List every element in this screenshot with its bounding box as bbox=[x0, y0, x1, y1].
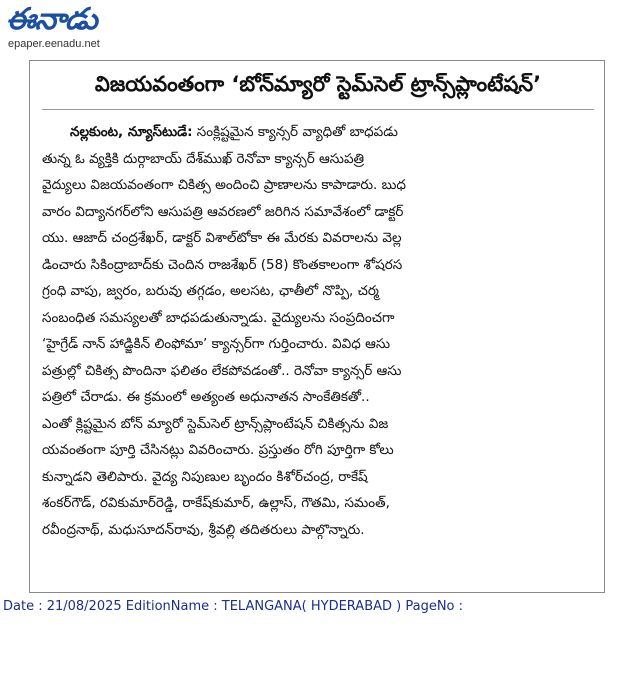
headline-divider bbox=[42, 109, 594, 110]
article-line-text: సంక్లిష్టమైన క్యాన్సర్‌ వ్యాధితో బాధపడు bbox=[192, 124, 398, 140]
article-line: వైద్యులు విజయవంతంగా చికిత్స అందించి ప్రాణాలను కాపాడారు. బుధ bbox=[42, 177, 406, 193]
article-line: పత్రిలో చేరాడు. ఈ క్రమంలో అత్యంత అధునాతన సాంకేతికతో.. bbox=[42, 389, 370, 405]
article-line: యు. ఆజాద్‌ చంద్రశేఖర్‌, డాక్టర్‌ విశాల్‌టోకా ఈ మేరకు వివరాలను వెల్ల bbox=[42, 230, 402, 246]
eenadu-logo: ఈనాడు bbox=[6, 2, 97, 37]
masthead bbox=[0, 0, 624, 60]
epaper-url: epaper.eenadu.net bbox=[8, 38, 100, 50]
article-line: వారం విద్యానగర్‌లోని ఆసుపత్రి ఆవరణలో జరిగిన సమావేశంలో డాక్టర్‌ bbox=[42, 203, 404, 220]
article-line: ‘హైగ్రేడ్‌ నాన్‌ హాడ్జికిన్‌ లింఫోమా’ క్యాన్సర్‌గా గుర్తించారు. వివిధ ఆసు bbox=[42, 336, 390, 352]
article-line: తున్న ఓ వ్యక్తికి దుర్గాబాయ్‌ దేశ్‌ముఖ్‌ రెనోవా క్యాన్సర్‌ ఆసుపత్రి bbox=[42, 150, 365, 167]
article-clipping bbox=[29, 60, 605, 593]
article-headline: విజయవంతంగా ‘బోన్‌మ్యారో స్టెమ్‌సెల్‌ ట్రాన్స్‌ప్లాంటేషన్‌’ bbox=[94, 72, 542, 96]
edition-info: Date : 21/08/2025 EditionName : TELANGANA( HYDERABAD ) PageNo : bbox=[3, 599, 464, 614]
article-line: డించారు సికింద్రాబాద్‌కు చెందిన రాజశేఖర్‌ (58) కొంతకాలంగా శోషరస bbox=[42, 256, 403, 273]
article-body bbox=[42, 119, 594, 543]
article-line: యవంతంగా పూర్తి చేసినట్లు వివరించారు. ప్రస్తుతం రోగి పూర్తిగా కోలు bbox=[42, 442, 394, 458]
article-line bbox=[42, 119, 594, 146]
article-dateline: నల్లకుంట, న్యూస్‌టుడే: bbox=[70, 124, 193, 140]
article-line: శంకర్‌గౌడ్‌, రవికుమార్‌రెడ్డి, రాకేష్‌కుమార్‌, ఉల్లాస్‌, గౌతమి, సమంత్‌, bbox=[42, 495, 390, 511]
article-line: కున్నాడని తెలిపారు. వైద్య నిపుణుల బృందం కిశోర్‌చంద్ర, రాకేష్‌ bbox=[42, 468, 368, 485]
article-line: సంబంధిత సమస్యలతో బాధపడుతున్నాడు. వైద్యులను సంప్రదించగా bbox=[42, 309, 395, 326]
article-line: రవీంద్రనాథ్‌, మధుసూదన్‌రావు, శ్రీవల్లి తదితరులు పాల్గొన్నారు. bbox=[42, 521, 365, 538]
article-line: పత్రుల్లో చికిత్స పొందినా ఫలితం లేకపోవడంతో.. రెనోవా క్యాన్సర్‌ ఆసు bbox=[42, 362, 402, 379]
article-line: ఎంతో క్లిష్టమైన బోన్‌ మ్యారో స్టెమ్‌సెల్‌ ట్రాన్స్‌ప్లాంటేషన్‌ చికిత్సను విజ bbox=[42, 415, 389, 432]
article-line: గ్రంధి వాపు, జ్వరం, బరువు తగ్గడం, అలసట, ఛాతీలో నొప్పి, చర్మ bbox=[42, 283, 379, 299]
